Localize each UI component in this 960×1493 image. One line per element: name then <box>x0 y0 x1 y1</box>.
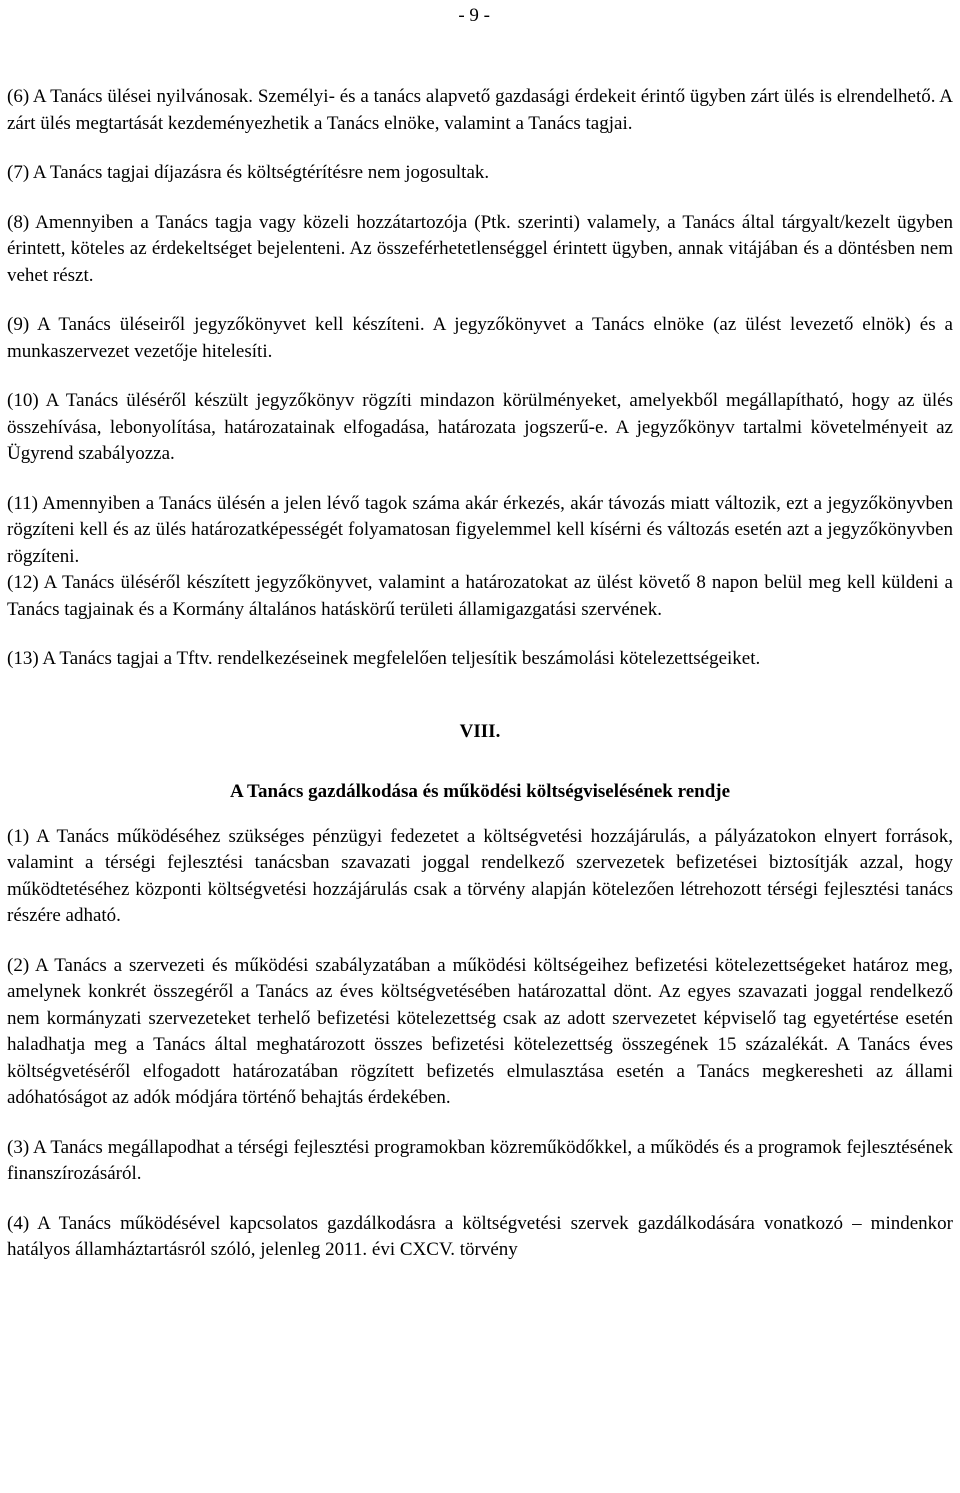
paragraph-10: (10) A Tanács üléséről készült jegyzőkönyv rögzíti mindazon körülményeket, amelyekből megállapítható, hogy az ülés összehívása, lebonyolítása, határozatainak elfogadása, határozata jogszerű-e. A jegyzőkönyv tartalmi követelményeit az Ügyrend szabályozza. <box>7 390 953 464</box>
chapter-title: A Tanács gazdálkodása és működési költségviselésének rendje <box>229 781 731 802</box>
paragraph-8: (8) Amennyiben a Tanács tagja vagy közeli hozzátartozója (Ptk. szerinti) valamely, a Tanács által tárgyalt/kezelt ügyben érintett, köteles az érdekeltséget bejelenteni. Az összeférhetetlenséggel érintett ügyben, annak vitájában és a döntésben nem vehet részt. <box>7 211 953 286</box>
paragraph-12: (12) A Tanács üléséről készített jegyzőkönyvet, valamint a határozatokat az ülést követő 8 napon belül meg kell küldeni a Tanács tagjainak és a Kormány általános hatáskörű területi államigazgatási szervének. <box>7 572 953 620</box>
section-paragraph-3: (3) A Tanács megállapodhat a térségi fejlesztési programokban közreműködőkkel, a működés és a programok fejlesztésének finanszírozásáról. <box>7 1136 953 1184</box>
paragraph-11: (11) Amennyiben a Tanács ülésén a jelen lévő tagok száma akár érkezés, akár távozás miatt változik, ezt a jegyzőkönyvben rögzíteni kell és az ülés határozatképességét folyamatosan figyelemmel kell kísérni és változás esetén azt a jegyzőkönyvben rögzíteni. <box>7 492 953 567</box>
paragraph-13: (13) A Tanács tagjai a Tftv. rendelkezéseinek megfelelően teljesítik beszámolási kötelezettségeiket. <box>7 648 761 669</box>
section-paragraph-1: (1) A Tanács működéséhez szükséges pénzügyi fedezetet a költségvetési hozzájárulás, a pályázatokon elnyert források, valamint a térségi fejlesztési tanácsban szavazati joggal rendelkező szervezetek befizetései biztosítják azzal, hogy működtetéséhez központi költségvetési hozzájárulás csak a törvény alapján kötelezően létrehozott térségi fejlesztési tanács részére adható. <box>7 825 953 926</box>
section-paragraph-2: (2) A Tanács a szervezeti és működési szabályzatában a működési költségeihez befizetési kötelezettségeket határoz meg, amelynek konkrét összegéről a Tanács az éves költségvetésében határozattal dönt. Az egyes szavazati joggal rendelkező nem kormányzati szervezeteket terhelő befizetési kötelezettség csak az adott szervezetet képviselő tag egyetértése esetén haladhatja meg a Tanács által meghatározott összes befizetési kötelezettség összegének 15 százalékát. A Tanács éves költségvetéséről elfogadott határozatában rögzített befizetés elmulasztása esetén a Tanács megkeresheti az állami adóhatóságot az adók módjára történő behajtás érdekében. <box>7 954 953 1108</box>
document-body <box>7 84 953 1264</box>
page-number: - 9 - <box>458 5 490 26</box>
paragraph-7: (7) A Tanács tagjai díjazásra és költségtérítésre nem jogosultak. <box>7 162 490 183</box>
chapter-number: VIII. <box>459 720 501 742</box>
section-paragraph-4: (4) A Tanács működésével kapcsolatos gazdálkodásra a költségvetési szervek gazdálkodására vonatkozó – mindenkor hatályos államháztartásról szóló, jelenleg 2011. évi CXCV. törvény <box>7 1212 953 1260</box>
paragraph-6: (6) A Tanács ülései nyilvánosak. Személyi- és a tanács alapvető gazdasági érdekeit érintő ügyben zárt ülés is elrendelhető. A zárt ülés megtartását kezdeményezhetik a Tanács elnöke, valamint a Tanács tagjai. <box>7 86 953 134</box>
paragraph-9: (9) A Tanács üléseiről jegyzőkönyvet kell készíteni. A jegyzőkönyvet a Tanács elnöke (az ülést levezető elnök) és a munkaszervezet vezetője hitelesíti. <box>7 314 953 362</box>
